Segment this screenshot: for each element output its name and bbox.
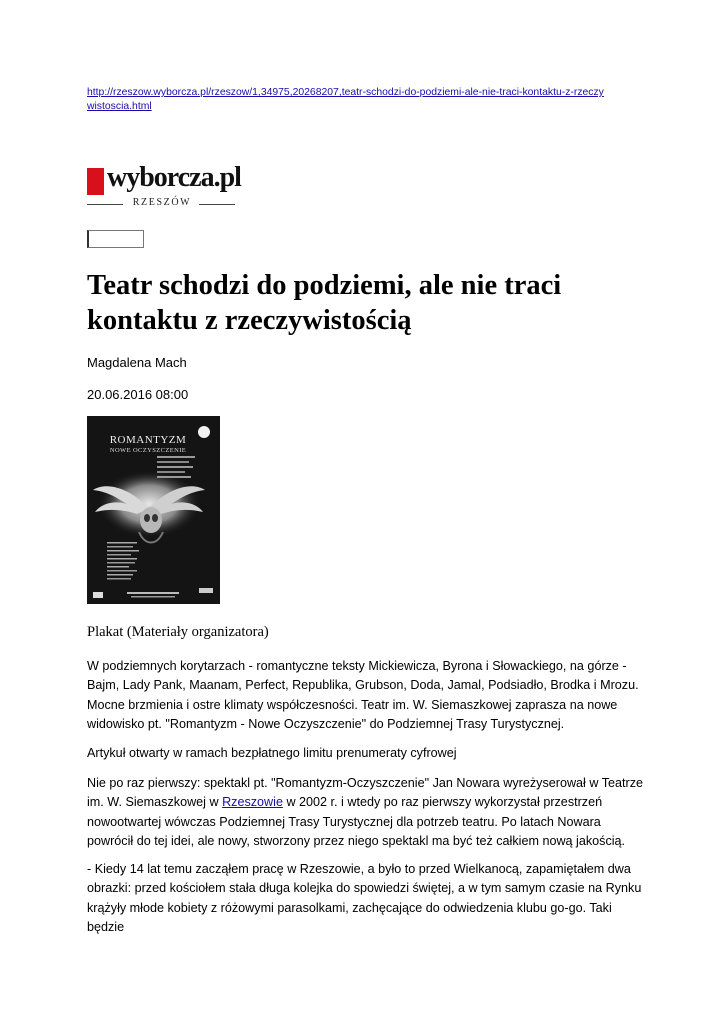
empty-placeholder-box	[87, 230, 144, 248]
logo-divider-left	[87, 204, 123, 205]
paragraph-text-after-link: w 2002 r. i wtedy po raz pierwszy wykorzystał przestrzeń nowootwartej wówczas Podziemnej Trasy Turystycznej dla potrzeb teatru. Po latach Nowara powrócił do tej idei, ale nowy, stworzony przez niego spektakl ma być też całkiem nową jakością.	[87, 795, 626, 849]
article-paragraph-quote: - Kiedy 14 lat temu zacząłem pracę w Rzeszowie, a było to przed Wielkanocą, zapamiętałem dwa obrazki: przed kościołem stała długa kolejka do spowiedzi świętej, a w tym samym czasie na Rynku krążyły młode kobiety z różowymi parasolkami, zachęcające do odwiedzenia klubu go-go. Taki będzie	[87, 862, 642, 935]
article-title: Teatr schodzi do podziemi, ale nie traci kontaktu z rzeczywistością	[87, 270, 562, 336]
poster-title: ROMANTYZM	[109, 434, 187, 446]
source-url-link[interactable]: http://rzeszow.wyborcza.pl/rzeszow/1,34975,20268207,teatr-schodzi-do-podziemi-ale-nie-traci-kontaktu-z-rzeczywistoscia.html	[87, 87, 604, 112]
article-paragraph-notice: Artykuł otwarty w ramach bezpłatnego limitu prenumeraty cyfrowej	[87, 746, 457, 760]
logo-divider-right	[199, 204, 235, 205]
logo-red-square	[87, 168, 104, 195]
article-paragraph-lead: W podziemnych korytarzach - romantyczne teksty Mickiewicza, Byrona i Słowackiego, na górze - Bajm, Lady Pank, Maanam, Perfect, Republika, Grubson, Doda, Jamal, Podsiadło, Brodka i Mrozu. Mocne brzmienia i ostre klimaty współczesności. Teatr im. W. Siemaszkowej zaprasza na nowe widowisko pt. "Romantyzm - Nowe Oczyszczenie" do Podziemnej Trasy Turystycznej.	[87, 659, 639, 732]
logo-city-label: RZESZÓW	[132, 197, 192, 208]
wyborcza-logo[interactable]	[87, 162, 241, 210]
poster-subtitle: NOWE OCZYSZCZENIE	[109, 447, 187, 454]
paragraph-text-before-link: Nie po raz pierwszy: spektakl pt. "Romantyzm-Oczyszczenie" Jan Nowara wyreżyserował w Teatrze im. W. Siemaszkowej w	[87, 776, 644, 810]
article-date: 20.06.2016 08:00	[87, 387, 189, 402]
logo-wordmark: wyborcza.pl	[107, 162, 241, 193]
article-paragraph-body	[87, 774, 647, 852]
image-caption: Plakat (Materiały organizatora)	[87, 624, 269, 640]
poster-image	[87, 416, 220, 604]
rzeszow-link[interactable]: Rzeszowie	[222, 795, 283, 810]
article-author: Magdalena Mach	[87, 355, 187, 370]
